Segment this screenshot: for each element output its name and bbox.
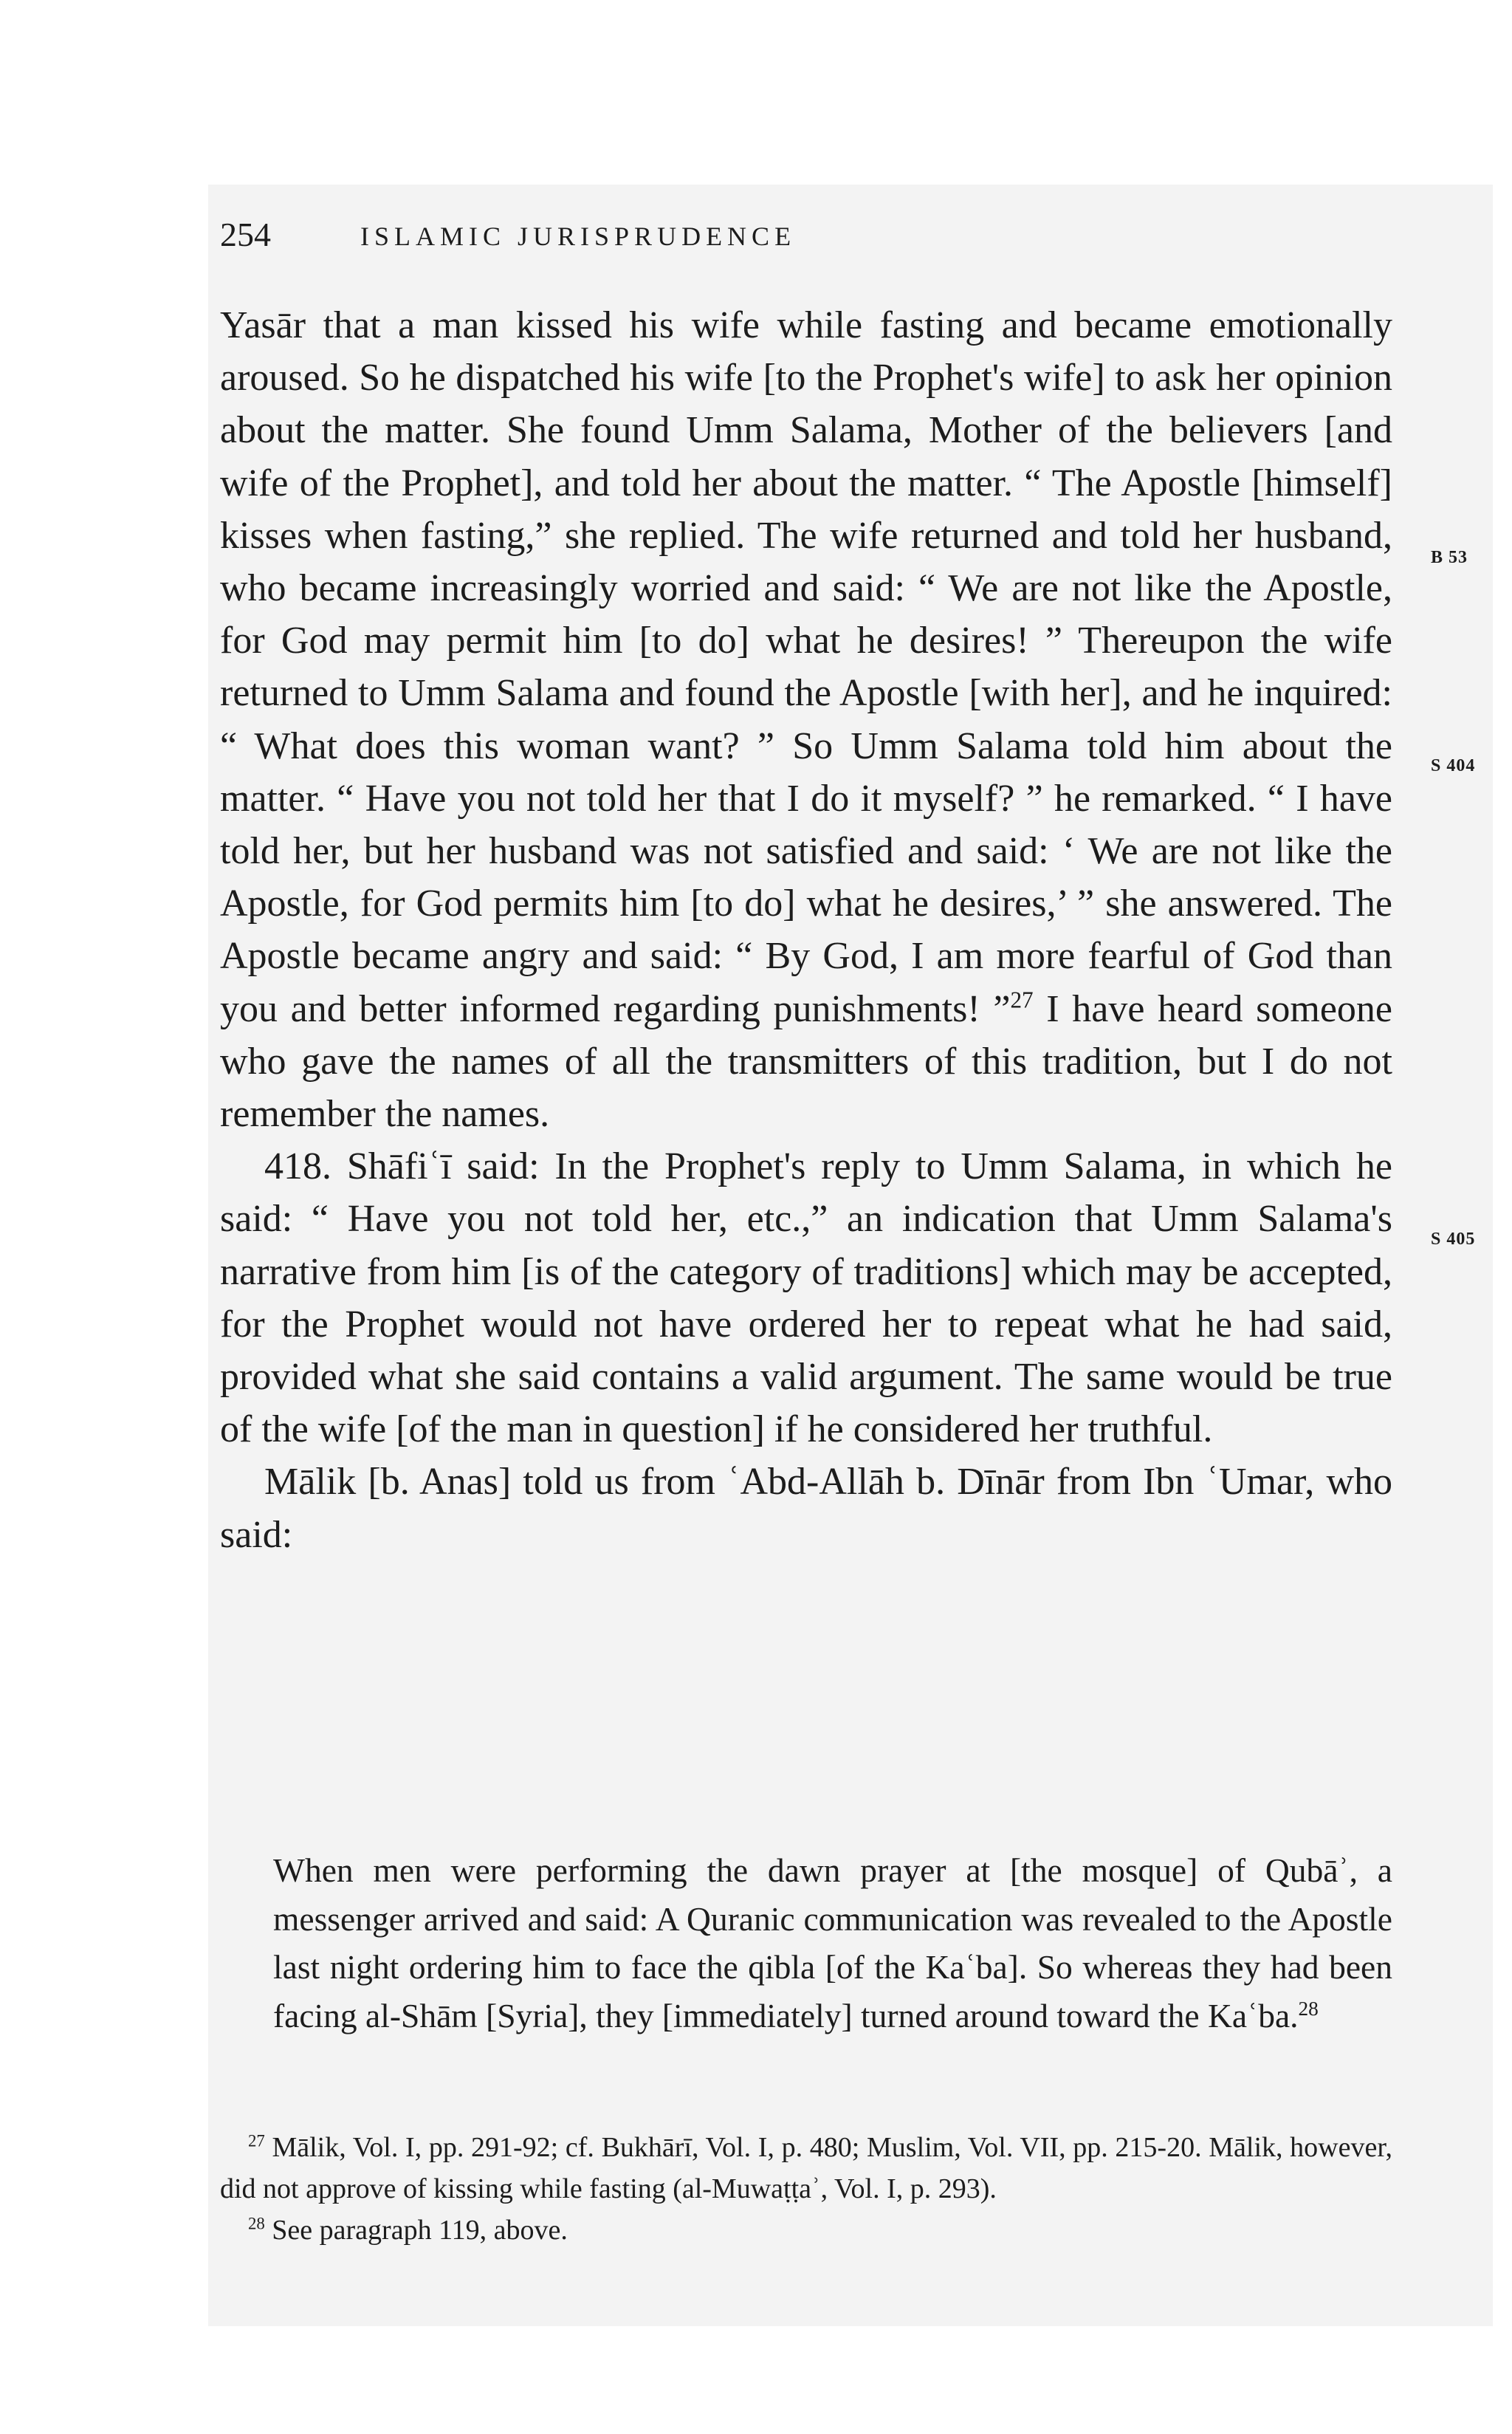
paragraph-418: 418. Shāfiʿī said: In the Prophet's reply to Umm Salama, in which he said: “ Have you not told her, etc.,” an indication that Umm Salama's narrative from him [is of the category of traditions] which may be accepted, for the Prophet would not have ordered her to repeat what he had said, provided what she said contains a valid argument. The same would be true of the wife [of the man in question] if he considered her truthful. <box>220 1145 1392 1451</box>
block-quote <box>273 1846 1392 2040</box>
footnote-ref-28[interactable]: 28 <box>1298 1997 1319 2020</box>
footnotes <box>220 2127 1392 2251</box>
footnote-mark-28: 28 <box>248 2214 265 2233</box>
margin-note-s405: S 405 <box>1431 1230 1476 1249</box>
paragraph-continued <box>220 299 1392 1140</box>
page-header <box>220 213 1401 257</box>
footnote-27-text: Mālik, Vol. I, pp. 291-92; cf. Bukhārī, Vol. I, p. 480; Muslim, Vol. VII, pp. 215-20. Mālik, however, did not approve of kissing while fasting (al-Muwaṭṭaʾ, Vol. I, p. 293). <box>220 2132 1392 2204</box>
paragraph-text: Yasār that a man kissed his wife while fasting and became emotionally aroused. So he dispatched his wife [to the Prophet's wife] to ask her opinion about the matter. She found Umm Salama, Mother of the believers [and wife of the Prophet], and told her about the matter. “ The Apostle [himself] kisses when fasting,” she replied. The wife returned and told her husband, who became increasingly worried and said: “ We are not like the Apostle, for God may permit him [to do] what he desires! ” Thereupon the wife returned to Umm Salama and found the Apostle [with her], and he inquired: “ What does this woman want? ” So Umm Salama told him about the matter. “ Have you not told her that I do it myself? ” he remarked. “ I have told her, but her husband was not satisfied and said: ‘ We are not like the Apostle, for God permits him [to do] what he desires,’ ” she answered. The Apostle became angry and said: “ By God, I am more fearful of God than you and better informed regarding punishments! ” <box>220 304 1392 1030</box>
margin-note-b53: B 53 <box>1431 548 1468 567</box>
body-text <box>220 299 1392 1561</box>
footnote-28-text: See paragraph 119, above. <box>264 2215 568 2246</box>
paragraph-text-tail: I have heard someone who gave the names of all the transmitters of this tradition, but I do not remember the names. <box>220 987 1393 1136</box>
footnote-mark-27: 27 <box>248 2131 265 2150</box>
footnote-28 <box>220 2210 1392 2251</box>
footnote-ref-27[interactable]: 27 <box>1010 987 1034 1013</box>
paragraph-malik: Mālik [b. Anas] told us from ʿAbd-Allāh b. Dīnār from Ibn ʿUmar, who said: <box>220 1461 1392 1556</box>
quote-paragraph <box>273 1846 1392 2040</box>
running-head: ISLAMIC JURISPRUDENCE <box>360 222 797 251</box>
quote-text: When men were performing the dawn prayer at [the mosque] of Qubāʾ, a messenger arrived and said: A Quranic communication was revealed to the Apostle last night ordering him to face the qibla [of the Kaʿba]. So whereas they had been facing al-Shām [Syria], they [immediately] turned around toward the Kaʿba. <box>273 1851 1392 2034</box>
footnote-27 <box>220 2127 1392 2210</box>
margin-note-s404: S 404 <box>1431 756 1476 775</box>
page-number: 254 <box>220 216 271 253</box>
